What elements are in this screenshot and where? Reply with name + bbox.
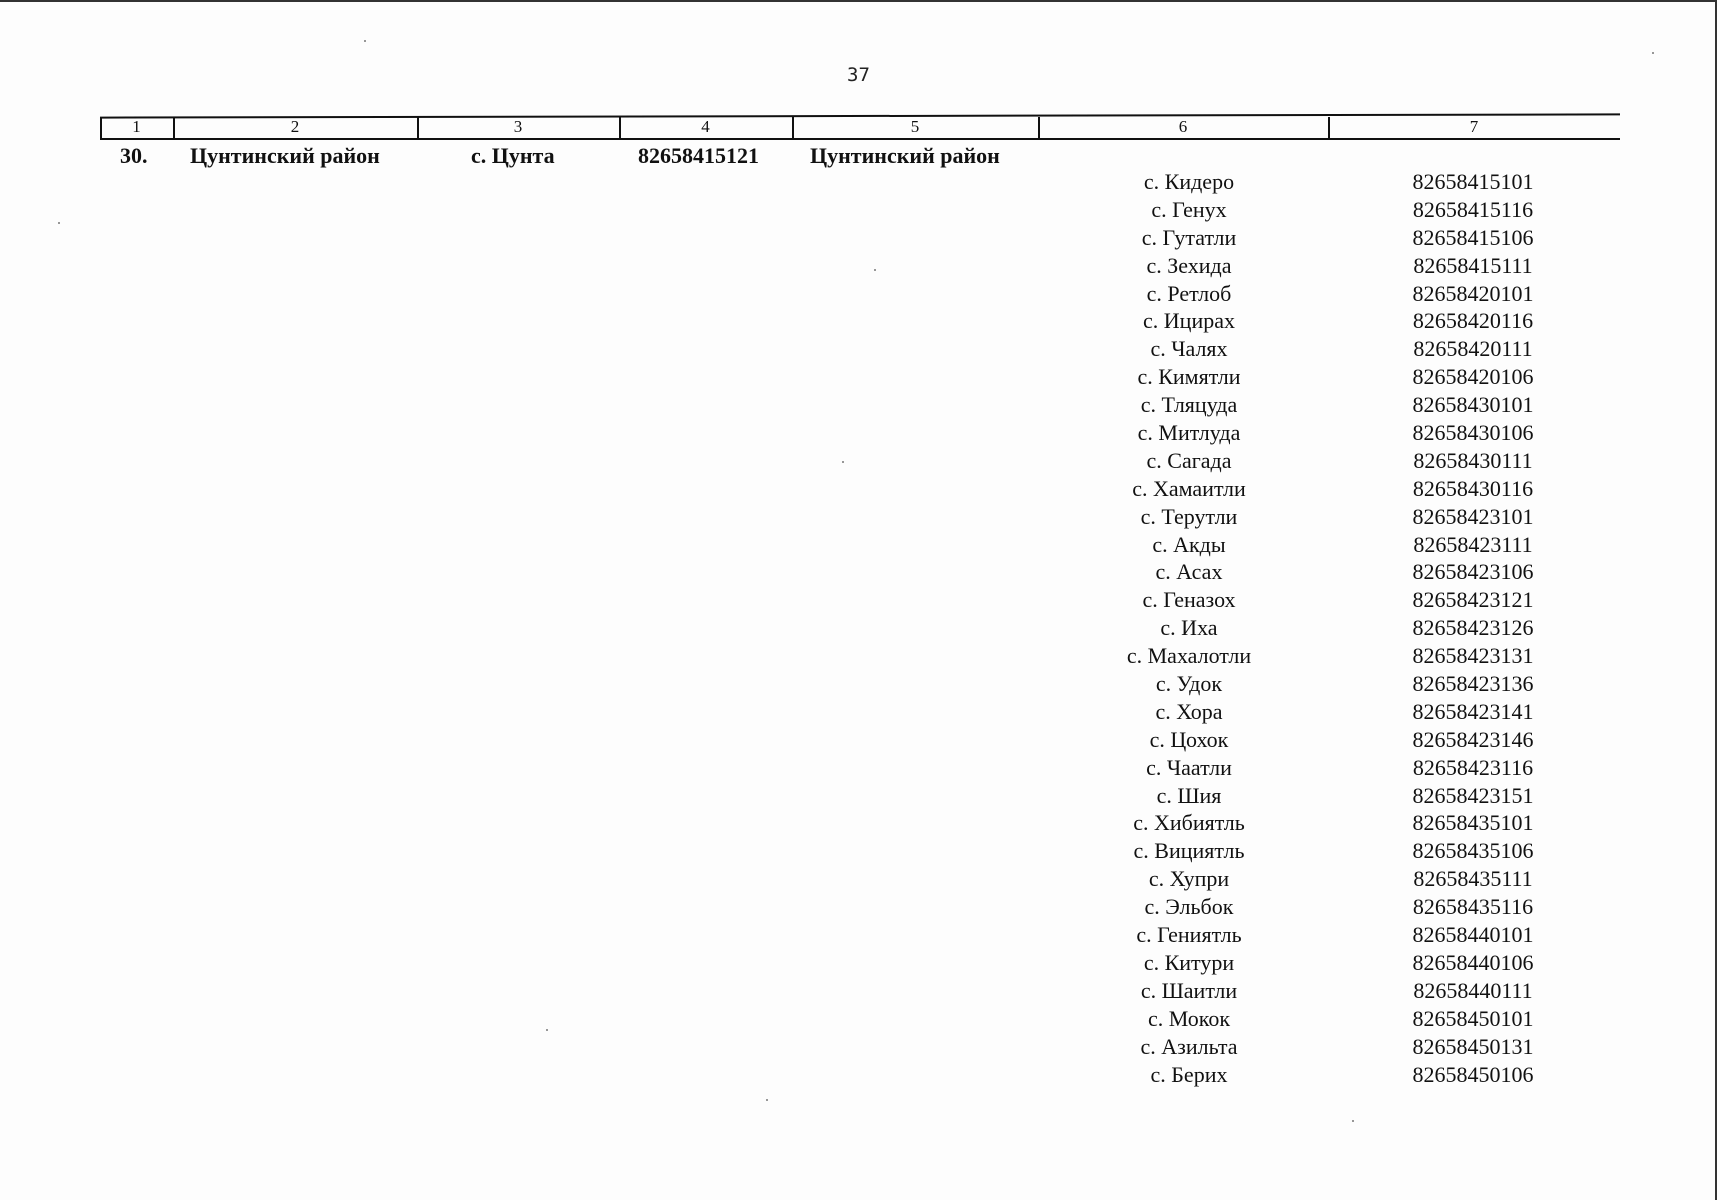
settlement-code: 82658415111 bbox=[1413, 252, 1533, 278]
settlement-name: с. Эльбок bbox=[1144, 894, 1234, 920]
settlement-name: с. Тляцуда bbox=[1140, 392, 1238, 418]
settlement-code: 82658423101 bbox=[1412, 503, 1534, 529]
scan-speck bbox=[1352, 1120, 1354, 1122]
settlement-name: с. Чалях bbox=[1150, 336, 1228, 362]
scan-speck bbox=[766, 1099, 768, 1101]
table-row bbox=[0, 670, 1717, 698]
district-center-code: 82658415121 bbox=[638, 143, 759, 168]
row-number: 30. bbox=[120, 143, 148, 168]
settlement-code: 82658415106 bbox=[1412, 224, 1534, 250]
settlement-name: с. Шия bbox=[1156, 782, 1222, 808]
settlement-name: с. Берих bbox=[1150, 1061, 1228, 1087]
settlement-code: 82658420116 bbox=[1412, 308, 1534, 334]
settlement-code: 82658450101 bbox=[1412, 1005, 1534, 1031]
column-number: 7 bbox=[1469, 117, 1479, 136]
table-row bbox=[0, 168, 1717, 196]
settlement-code: 82658420101 bbox=[1412, 280, 1534, 306]
table-row bbox=[0, 921, 1717, 949]
settlement-name: с. Иха bbox=[1160, 615, 1218, 641]
table-row bbox=[0, 782, 1717, 810]
table-header-bottom-rule bbox=[100, 138, 1620, 140]
settlement-name: с. Зехида bbox=[1146, 252, 1232, 278]
settlement-name: с. Вициятль bbox=[1133, 838, 1245, 864]
table-row bbox=[0, 837, 1717, 865]
scan-speck bbox=[1652, 52, 1654, 54]
table-row bbox=[0, 726, 1717, 754]
column-number: 1 bbox=[132, 117, 141, 136]
scan-speck bbox=[58, 222, 60, 224]
settlement-code: 82658415116 bbox=[1412, 196, 1534, 222]
settlement-code: 82658440101 bbox=[1412, 922, 1534, 948]
settlement-name: с. Махалотли bbox=[1126, 643, 1252, 669]
scan-speck bbox=[364, 40, 366, 42]
settlement-code: 82658423136 bbox=[1412, 671, 1534, 697]
settlement-name: с. Терутли bbox=[1140, 503, 1238, 529]
table-row bbox=[0, 196, 1717, 224]
table-row bbox=[0, 977, 1717, 1005]
scan-speck bbox=[546, 1029, 548, 1031]
settlement-name: с. Геназох bbox=[1142, 587, 1236, 613]
column-number: 3 bbox=[513, 117, 523, 136]
settlement-name: с. Хамаитли bbox=[1132, 475, 1246, 501]
table-row bbox=[0, 586, 1717, 614]
settlement-code: 82658420106 bbox=[1412, 364, 1534, 390]
column-number: 6 bbox=[1178, 117, 1188, 136]
settlement-name: с. Митлуда bbox=[1137, 420, 1241, 446]
table-row bbox=[0, 335, 1717, 363]
table-row bbox=[0, 280, 1717, 308]
settlement-name: с. Удок bbox=[1155, 671, 1223, 697]
settlement-name: с. Хупри bbox=[1148, 866, 1230, 892]
settlement-code: 82658430111 bbox=[1413, 447, 1533, 473]
table-row bbox=[0, 363, 1717, 391]
settlement-code: 82658435111 bbox=[1413, 866, 1533, 892]
table-row bbox=[0, 698, 1717, 726]
settlement-code: 82658435106 bbox=[1412, 838, 1534, 864]
settlement-code: 82658423106 bbox=[1412, 559, 1534, 585]
column-number: 4 bbox=[701, 117, 710, 136]
settlement-code: 82658450106 bbox=[1412, 1061, 1534, 1087]
settlement-code: 82658420111 bbox=[1413, 336, 1533, 362]
settlement-name: с. Хибиятль bbox=[1133, 810, 1245, 836]
settlement-code: 82658423151 bbox=[1412, 782, 1534, 808]
settlement-code: 82658435101 bbox=[1412, 810, 1534, 836]
settlement-name: с. Китури bbox=[1143, 949, 1235, 975]
table-row bbox=[0, 865, 1717, 893]
table-row bbox=[0, 447, 1717, 475]
settlement-name: с. Гутатли bbox=[1141, 224, 1237, 250]
settlement-code: 82658423146 bbox=[1412, 726, 1534, 752]
settlement-name: с. Мокок bbox=[1147, 1005, 1231, 1031]
table-row bbox=[0, 809, 1717, 837]
table-row bbox=[0, 1061, 1717, 1089]
settlement-code: 82658423141 bbox=[1412, 698, 1534, 724]
column-number: 2 bbox=[290, 117, 300, 136]
page-number: 37 bbox=[847, 64, 870, 86]
table-row bbox=[0, 252, 1717, 280]
district-center: с. Цунта bbox=[471, 143, 555, 168]
settlement-code: 82658423111 bbox=[1413, 531, 1533, 557]
settlement-name: с. Генух bbox=[1151, 196, 1227, 222]
settlement-code: 82658430101 bbox=[1412, 392, 1534, 418]
district-name: Цунтинский район bbox=[190, 143, 380, 168]
district-name-repeat: Цунтинский район bbox=[810, 143, 1000, 168]
settlement-name: с. Сагада bbox=[1146, 447, 1232, 473]
table-row bbox=[0, 1033, 1717, 1061]
table-row bbox=[0, 1005, 1717, 1033]
table-row bbox=[0, 949, 1717, 977]
settlement-name: с. Шаитли bbox=[1140, 977, 1238, 1003]
table-row bbox=[0, 475, 1717, 503]
table-row bbox=[0, 893, 1717, 921]
settlement-code: 82658423126 bbox=[1412, 615, 1534, 641]
scan-speck bbox=[874, 269, 876, 271]
scan-border-top bbox=[0, 0, 1717, 2]
settlement-code: 82658430116 bbox=[1412, 475, 1534, 501]
settlement-name: с. Азильта bbox=[1140, 1033, 1238, 1059]
scan-speck bbox=[842, 461, 844, 463]
settlement-code: 82658450131 bbox=[1412, 1033, 1534, 1059]
settlement-name: с. Акды bbox=[1152, 531, 1226, 557]
table-row bbox=[0, 419, 1717, 447]
settlement-code: 82658415101 bbox=[1412, 169, 1534, 194]
column-number: 5 bbox=[910, 117, 920, 136]
settlement-name: с. Кимятли bbox=[1137, 364, 1241, 390]
settlement-code: 82658423121 bbox=[1412, 587, 1534, 613]
settlement-name: с. Чаатли bbox=[1146, 754, 1232, 780]
settlement-name: с. Ретлоб bbox=[1146, 280, 1232, 306]
settlement-name: с. Асах bbox=[1155, 559, 1223, 585]
settlement-code: 82658423131 bbox=[1412, 643, 1534, 669]
settlement-name: с. Цохок bbox=[1149, 726, 1229, 752]
settlement-code: 82658440106 bbox=[1412, 949, 1534, 975]
settlement-code: 82658440111 bbox=[1413, 977, 1533, 1003]
settlement-code: 82658423116 bbox=[1412, 754, 1534, 780]
settlement-code: 82658435116 bbox=[1412, 894, 1534, 920]
settlement-name: с. Кидеро bbox=[1143, 169, 1235, 194]
settlement-name: с. Хора bbox=[1155, 698, 1223, 724]
table-row bbox=[0, 224, 1717, 252]
settlement-name: с. Ицирах bbox=[1143, 308, 1235, 334]
settlement-list bbox=[0, 168, 1717, 1088]
table-row bbox=[0, 531, 1717, 559]
settlement-code: 82658430106 bbox=[1412, 420, 1534, 446]
table-row bbox=[0, 754, 1717, 782]
table-row bbox=[0, 558, 1717, 586]
settlement-name: с. Гениятль bbox=[1136, 922, 1242, 948]
table-row bbox=[0, 642, 1717, 670]
table-row bbox=[0, 614, 1717, 642]
table-row bbox=[0, 391, 1717, 419]
table-row bbox=[0, 503, 1717, 531]
table-row bbox=[0, 307, 1717, 335]
